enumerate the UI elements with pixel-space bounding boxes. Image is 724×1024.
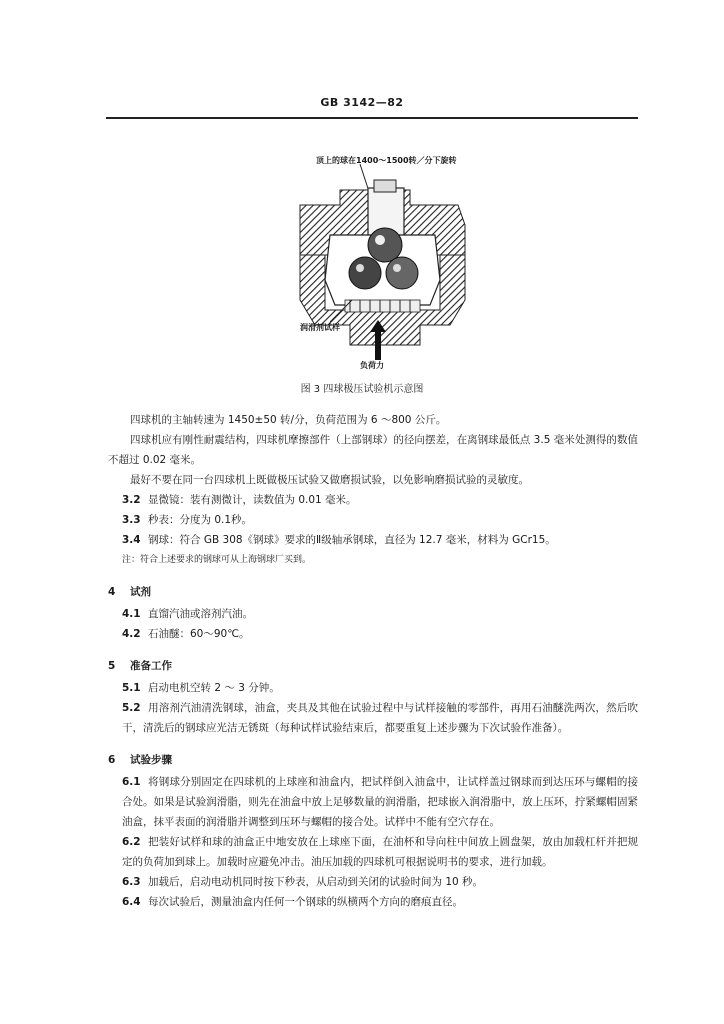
document-header: GB 3142—82 <box>320 96 404 109</box>
list-item: 5.2 用溶剂汽油清洗钢球，油盒，夹具及其他在试验过程中与试样接触的零部件，再用石油醚洗两次，然后吹干，清洗后的钢球应光洁无锈斑（每种试样试验结束后，都要重复上述步骤为下次试验作准备）。 <box>122 702 638 734</box>
label-specimen: 润滑剂试样 <box>300 323 340 332</box>
section-heading: 4 试剂 <box>108 586 151 598</box>
list-item: 4.2 石油醚：60～90℃。 <box>122 628 250 640</box>
list-item: 3.2 显微镜：装有测微计，读数值为 0.01 毫米。 <box>122 494 357 506</box>
list-item: 5.1 启动电机空转 2 ～ 3 分钟。 <box>122 682 280 694</box>
section-heading: 6 试验步骤 <box>108 754 172 766</box>
list-item: 4.1 直馏汽油或溶剂汽油。 <box>122 608 253 620</box>
list-item: 3.4 钢球：符合 GB 308《钢球》要求的Ⅱ级轴承钢球，直径为 12.7 毫米，材料为 GCr15。 <box>122 534 556 546</box>
list-item: 6.4 每次试验后，测量油盒内任何一个钢球的纵横两个方向的磨痕直径。 <box>122 896 463 908</box>
list-item: 6.1 将钢球分别固定在四球机的上球座和油盒内，把试样倒入油盒中，让试样盖过钢球而到达压环与螺帽的接合处。如果是试验润滑脂，则先在油盒中放上足够数量的润滑脂，把球嵌入润滑脂中，放上压环，拧紧螺帽固紧油盒，抹平表面的润滑脂并调整到压环与螺帽的接合处。试样中不能有空穴存在。 <box>122 776 638 828</box>
list-item: 6.2 把装好试样和球的油盒正中地安放在上球座下面，在油杯和导向柱中间放上圆盘架，放由加载杠杆并把规定的负荷加到球上。加载时应避免冲击。油压加载的四球机可根据说明书的要求，进行加载。 <box>122 836 638 868</box>
paragraph-recommendation: 最好不要在同一台四球机上既做极压试验又做磨损试验，以免影响磨损试验的灵敏度。 <box>130 474 529 486</box>
bottom-ball-left <box>349 257 381 289</box>
label-top-ball: 顶上的球在1400～1500转／分下旋转 <box>316 156 457 165</box>
top-ball <box>368 228 402 262</box>
document-body <box>108 410 638 912</box>
list-item: 3.3 秒表：分度为 0.1秒。 <box>122 514 253 526</box>
label-load: 负荷力 <box>360 361 384 370</box>
paragraph-spindle-speed: 四球机的主轴转速为 1450±50 转/分，负荷范围为 6 ～800 公斤。 <box>130 414 447 426</box>
note: 注：符合上述要求的钢球可从上海钢球厂买到。 <box>122 555 312 565</box>
figure-caption: 图 3 四球极压试验机示意图 <box>300 384 424 395</box>
four-ball-machine-diagram <box>290 150 480 375</box>
paragraph-rigidity: 四球机应有刚性耐震结构，四球机摩擦部件（上部钢球）的径向摆差，在离钢球最低点 3.5 毫米处测得的数值不超过 0.02 毫米。 <box>108 434 638 466</box>
header-rule <box>106 117 638 119</box>
list-item: 6.3 加载后，启动电动机同时按下秒表，从启动到关闭的试验时间为 10 秒。 <box>122 876 484 888</box>
section-heading: 5 准备工作 <box>108 660 172 672</box>
bottom-ball-right <box>386 257 418 289</box>
